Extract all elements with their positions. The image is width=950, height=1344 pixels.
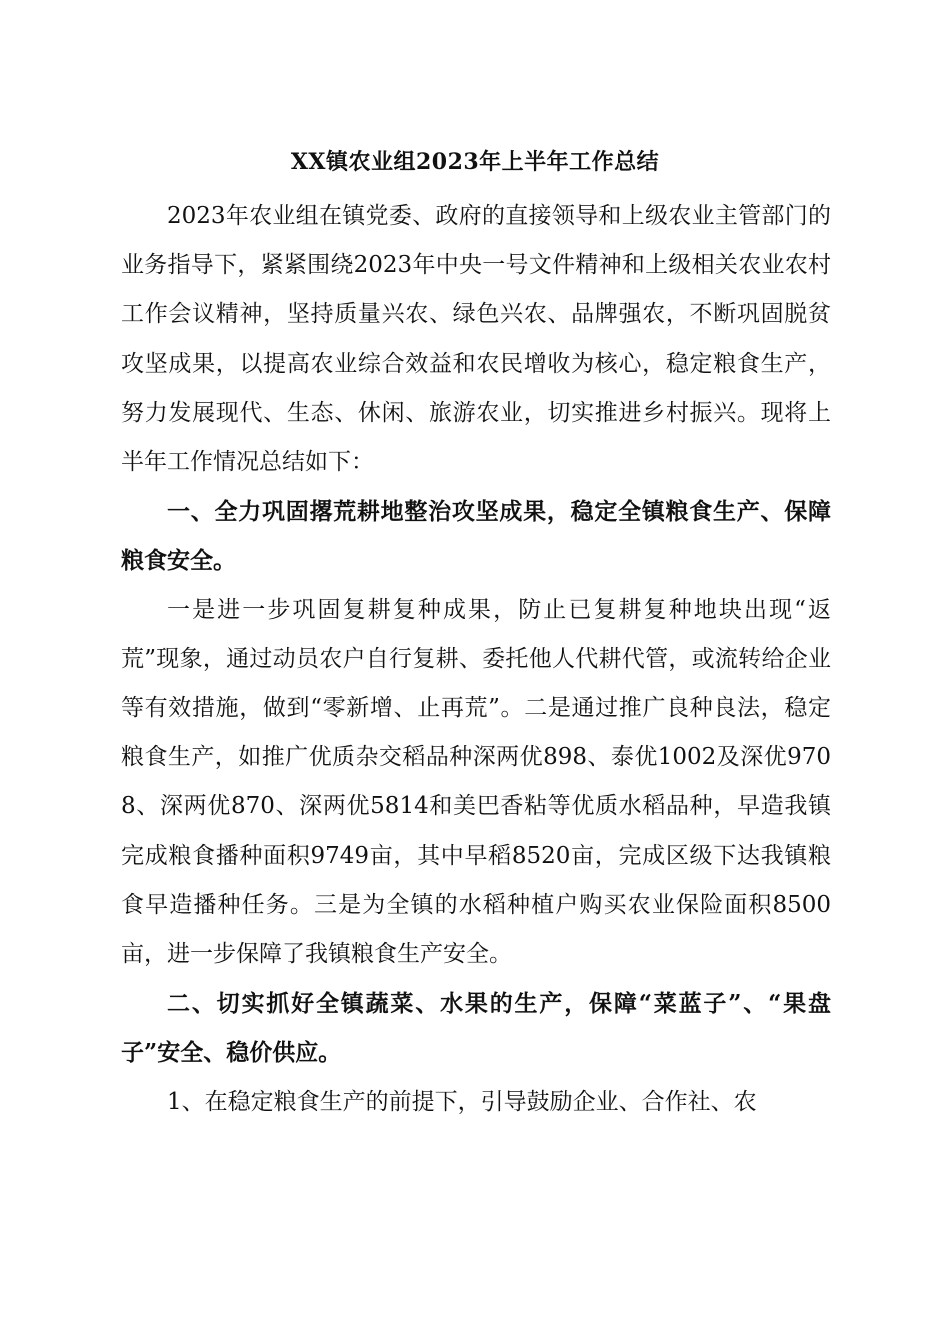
intro-paragraph: 2023年农业组在镇党委、政府的直接领导和上级农业主管部门的业务指导下，紧紧围绕2023年中央一号文件精神和上级相关农业农村工作会议精神，坚持质量兴农、绿色兴农、品牌强农，不断巩固脱贫攻坚成果，以提高农业综合效益和农民增收为核心，稳定粮食生产，努力发展现代、生态、休闲、旅游农业，切实推进乡村振兴。现将上半年工作情况总结如下： xyxy=(121,203,831,476)
document-title: XX镇农业组2023年上半年工作总结 xyxy=(290,149,660,175)
section-2-paragraph: 1、在稳定粮食生产的前提下，引导鼓励企业、合作社、农 xyxy=(167,1088,757,1115)
section-1-paragraph: 一是进一步巩固复耕复种成果，防止已复耕复种地块出现“返荒”现象，通过动员农户自行复耕、委托他人代耕代管，或流转给企业等有效措施，做到“零新增、止再荒”。二是通过推广良种良法，稳定粮食生产，如推广优质杂交稻品种深两优898、泰优1002及深优9708、深两优870、深两优5814和美巴香粘等优质水稻品种，早造我镇完成粮食播种面积9749亩，其中早稻8520亩，完成区级下达我镇粮食早造播种任务。三是为全镇的水稻种植户购买农业保险面积8500亩，进一步保障了我镇粮食生产安全。 xyxy=(121,596,831,968)
section-1-heading: 一、全力巩固撂荒耕地整治攻坚成果，稳定全镇粮食生产、保障粮食安全。 xyxy=(121,498,831,575)
section-2-heading: 二、切实抓好全镇蔬菜、水果的生产，保障“菜蓝子”、“果盘子”安全、稳价供应。 xyxy=(121,990,831,1067)
document-body xyxy=(121,192,831,1127)
